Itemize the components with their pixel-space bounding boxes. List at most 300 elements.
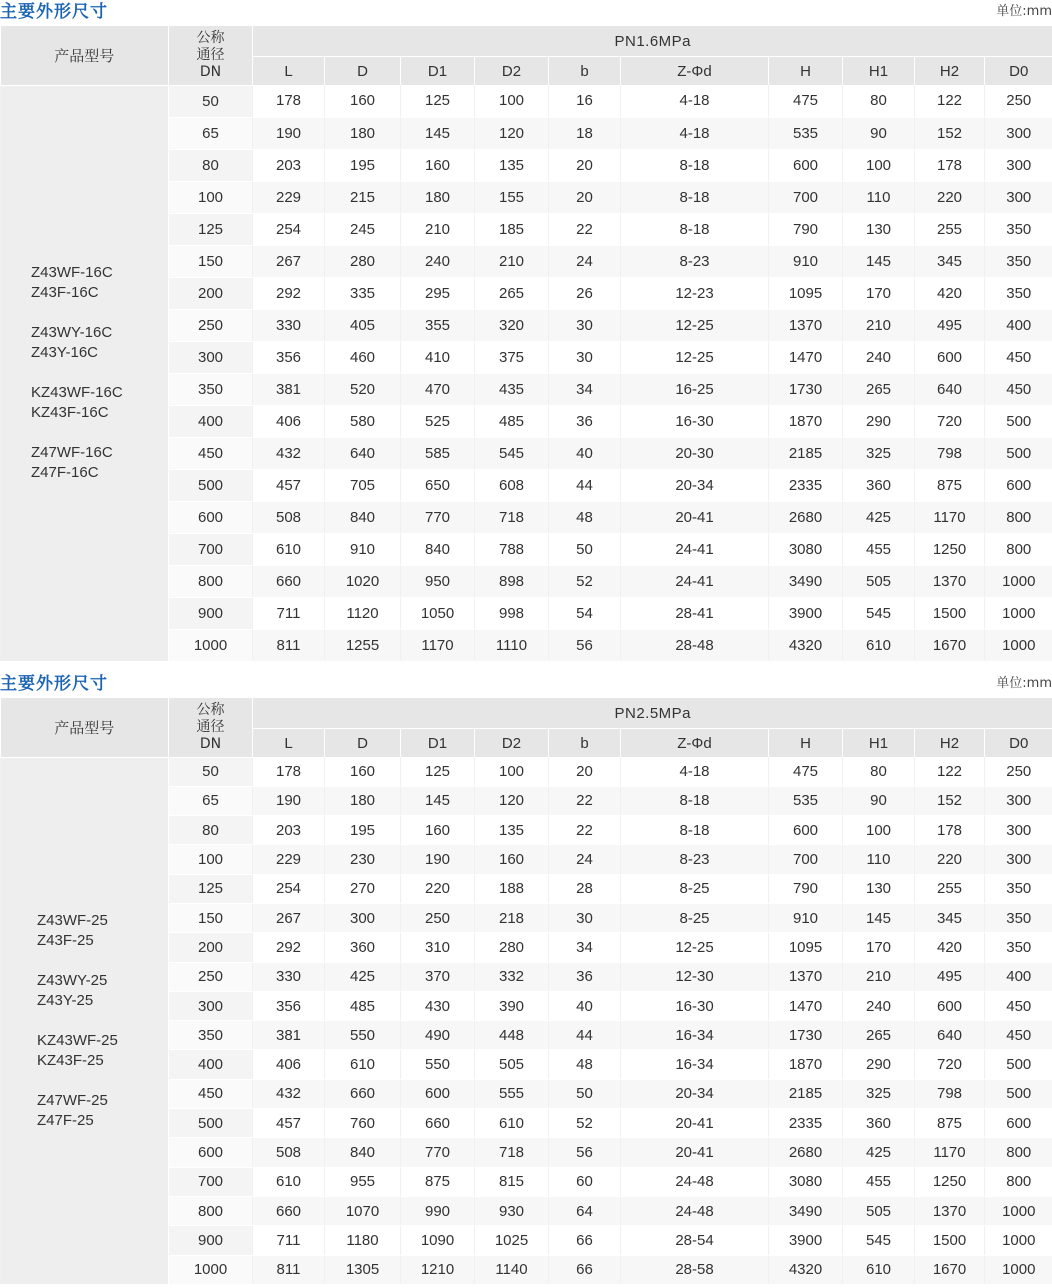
value-cell: 20-41 [621,1138,769,1167]
value-cell: 290 [843,1050,915,1079]
value-cell: 24-41 [621,533,769,565]
model-name: KZ43WF-16C [31,384,123,401]
dn-cell: 50 [169,85,253,117]
value-cell: 600 [915,991,985,1020]
value-cell: 2680 [769,1138,843,1167]
value-cell: 381 [253,1021,325,1050]
value-cell: 400 [985,962,1052,991]
value-cell: 800 [985,501,1052,533]
value-cell: 56 [549,629,621,661]
dn-cell: 400 [169,405,253,437]
value-cell: 350 [985,277,1052,309]
value-cell: 34 [549,933,621,962]
column-header: D2 [475,729,549,758]
value-cell: 195 [325,149,401,181]
dimension-table [0,698,1052,1285]
model-group [31,263,168,303]
value-cell: 170 [843,933,915,962]
value-cell: 450 [985,1021,1052,1050]
value-cell: 135 [475,149,549,181]
table-body [1,757,1052,1284]
value-cell: 508 [253,501,325,533]
value-cell: 1120 [325,597,401,629]
value-cell: 300 [985,816,1052,845]
value-cell: 840 [401,533,475,565]
value-cell: 36 [549,962,621,991]
value-cell: 1095 [769,933,843,962]
pressure-header: PN1.6MPa [253,26,1052,57]
value-cell: 300 [985,786,1052,815]
value-cell: 345 [915,245,985,277]
value-cell: 145 [401,786,475,815]
value-cell: 910 [325,533,401,565]
value-cell: 310 [401,933,475,962]
value-cell: 8-18 [621,786,769,815]
value-cell: 1000 [985,565,1052,597]
value-cell: 1730 [769,1021,843,1050]
value-cell: 610 [253,533,325,565]
value-cell: 460 [325,341,401,373]
value-cell: 580 [325,405,401,437]
value-cell: 1000 [985,1196,1052,1225]
dn-cell: 700 [169,533,253,565]
column-header: D1 [401,57,475,86]
dn-cell: 500 [169,1109,253,1138]
value-cell: 640 [325,437,401,469]
section-title: 主要外形尺寸 [0,674,108,694]
value-cell: 28-41 [621,597,769,629]
value-cell: 840 [325,1138,401,1167]
value-cell: 218 [475,903,549,932]
column-header: D1 [401,729,475,758]
value-cell: 16 [549,85,621,117]
value-cell: 495 [915,309,985,341]
value-cell: 125 [401,85,475,117]
value-cell: 300 [985,845,1052,874]
dn-cell: 150 [169,245,253,277]
column-header: b [549,729,621,758]
value-cell: 1000 [985,597,1052,629]
value-cell: 44 [549,1021,621,1050]
value-cell: 24-48 [621,1196,769,1225]
value-cell: 1170 [915,1138,985,1167]
value-cell: 16-25 [621,373,769,405]
value-cell: 12-23 [621,277,769,309]
value-cell: 545 [475,437,549,469]
value-cell: 435 [475,373,549,405]
dn-header-line: DN [199,735,222,752]
value-cell: 240 [843,341,915,373]
value-cell: 122 [915,757,985,786]
value-cell: 360 [325,933,401,962]
value-cell: 555 [475,1079,549,1108]
value-cell: 16-34 [621,1050,769,1079]
dimension-section-pn25 [0,672,1052,1285]
value-cell: 64 [549,1196,621,1225]
value-cell: 760 [325,1109,401,1138]
value-cell: 48 [549,1050,621,1079]
section-title: 主要外形尺寸 [0,2,108,22]
value-cell: 770 [401,1138,475,1167]
value-cell: 470 [401,373,475,405]
dn-cell: 500 [169,469,253,501]
unit-label: 单位:mm [996,676,1052,691]
value-cell: 390 [475,991,549,1020]
value-cell: 120 [475,117,549,149]
value-cell: 430 [401,991,475,1020]
column-header: H [769,57,843,86]
value-cell: 30 [549,341,621,373]
value-cell: 16-34 [621,1021,769,1050]
model-group [31,323,168,363]
column-header: Z-Φd [621,57,769,86]
value-cell: 608 [475,469,549,501]
value-cell: 1110 [475,629,549,661]
value-cell: 22 [549,786,621,815]
value-cell: 1370 [915,1196,985,1225]
value-cell: 185 [475,213,549,245]
value-cell: 800 [985,533,1052,565]
value-cell: 8-25 [621,874,769,903]
value-cell: 455 [843,1167,915,1196]
model-group [31,383,168,423]
value-cell: 190 [253,786,325,815]
value-cell: 320 [475,309,549,341]
section-header [0,672,1052,698]
model-name: Z47WF-25 [37,1091,108,1109]
value-cell: 355 [401,309,475,341]
dn-cell: 600 [169,501,253,533]
value-cell: 330 [253,309,325,341]
value-cell: 448 [475,1021,549,1050]
value-cell: 450 [985,373,1052,405]
value-cell: 610 [843,1255,915,1284]
value-cell: 1000 [985,1255,1052,1284]
value-cell: 1370 [769,309,843,341]
value-cell: 220 [915,845,985,874]
model-name: Z47F-25 [37,1111,94,1129]
value-cell: 4320 [769,1255,843,1284]
model-group [37,1091,168,1131]
value-cell: 20 [549,181,621,213]
dn-cell: 350 [169,373,253,405]
value-cell: 60 [549,1167,621,1196]
dn-header-line: 公称 [196,701,225,718]
value-cell: 1870 [769,1050,843,1079]
value-cell: 80 [843,85,915,117]
value-cell: 160 [325,757,401,786]
value-cell: 20 [549,757,621,786]
value-cell: 500 [985,437,1052,469]
value-cell: 180 [325,786,401,815]
value-cell: 20-34 [621,469,769,501]
value-cell: 130 [843,213,915,245]
value-cell: 3080 [769,1167,843,1196]
value-cell: 229 [253,181,325,213]
value-cell: 610 [475,1109,549,1138]
value-cell: 48 [549,501,621,533]
value-cell: 325 [843,437,915,469]
value-cell: 4-18 [621,117,769,149]
value-cell: 788 [475,533,549,565]
model-name: KZ43F-25 [37,1051,104,1069]
value-cell: 270 [325,874,401,903]
dn-cell: 1000 [169,629,253,661]
value-cell: 640 [915,373,985,405]
value-cell: 485 [325,991,401,1020]
value-cell: 705 [325,469,401,501]
value-cell: 12-25 [621,309,769,341]
column-header: H2 [915,57,985,86]
dn-cell: 65 [169,786,253,815]
value-cell: 660 [253,565,325,597]
value-cell: 400 [985,309,1052,341]
value-cell: 1250 [915,533,985,565]
value-cell: 178 [915,149,985,181]
value-cell: 300 [985,117,1052,149]
dn-cell: 900 [169,597,253,629]
value-cell: 34 [549,373,621,405]
value-cell: 250 [401,903,475,932]
value-cell: 1170 [401,629,475,661]
value-cell: 811 [253,1255,325,1284]
value-cell: 1470 [769,341,843,373]
value-cell: 1020 [325,565,401,597]
dn-header [169,698,253,757]
value-cell: 770 [401,501,475,533]
value-cell: 485 [475,405,549,437]
dn-cell: 150 [169,903,253,932]
value-cell: 18 [549,117,621,149]
value-cell: 110 [843,845,915,874]
value-cell: 100 [843,816,915,845]
value-cell: 1210 [401,1255,475,1284]
value-cell: 811 [253,629,325,661]
value-cell: 800 [985,1138,1052,1167]
value-cell: 1670 [915,1255,985,1284]
dn-header-line: 通径 [196,718,225,735]
dn-cell: 300 [169,341,253,373]
model-group [37,1031,168,1071]
value-cell: 420 [915,933,985,962]
value-cell: 3080 [769,533,843,565]
value-cell: 52 [549,565,621,597]
model-name: KZ43F-16C [31,404,109,421]
model-name: Z47F-16C [31,464,99,481]
model-name: Z43F-25 [37,931,94,949]
model-name: Z43F-16C [31,284,99,301]
value-cell: 332 [475,962,549,991]
value-cell: 720 [915,1050,985,1079]
dn-cell: 350 [169,1021,253,1050]
value-cell: 425 [325,962,401,991]
value-cell: 425 [843,501,915,533]
value-cell: 160 [401,816,475,845]
value-cell: 265 [843,373,915,405]
value-cell: 500 [985,1050,1052,1079]
value-cell: 210 [843,962,915,991]
value-cell: 122 [915,85,985,117]
value-cell: 718 [475,1138,549,1167]
value-cell: 24-41 [621,565,769,597]
dn-cell: 450 [169,437,253,469]
model-group [37,971,168,1011]
value-cell: 178 [915,816,985,845]
column-header: H [769,729,843,758]
value-cell: 545 [843,597,915,629]
value-cell: 457 [253,1109,325,1138]
value-cell: 660 [401,1109,475,1138]
value-cell: 2185 [769,1079,843,1108]
value-cell: 255 [915,874,985,903]
value-cell: 160 [325,85,401,117]
dn-cell: 250 [169,962,253,991]
value-cell: 250 [985,85,1052,117]
table-row [1,85,1052,117]
value-cell: 90 [843,786,915,815]
value-cell: 550 [401,1050,475,1079]
value-cell: 711 [253,597,325,629]
value-cell: 195 [325,816,401,845]
dn-cell: 65 [169,117,253,149]
value-cell: 875 [915,469,985,501]
dn-cell: 450 [169,1079,253,1108]
value-cell: 800 [985,1167,1052,1196]
value-cell: 8-25 [621,903,769,932]
dn-cell: 600 [169,1138,253,1167]
dn-cell: 80 [169,816,253,845]
value-cell: 12-30 [621,962,769,991]
value-cell: 178 [253,757,325,786]
value-cell: 280 [475,933,549,962]
value-cell: 475 [769,757,843,786]
value-cell: 12-25 [621,933,769,962]
model-group [31,443,168,483]
value-cell: 28-58 [621,1255,769,1284]
value-cell: 495 [915,962,985,991]
value-cell: 52 [549,1109,621,1138]
value-cell: 4-18 [621,85,769,117]
value-cell: 360 [843,469,915,501]
value-cell: 350 [985,874,1052,903]
value-cell: 254 [253,874,325,903]
value-cell: 4-18 [621,757,769,786]
value-cell: 1170 [915,501,985,533]
value-cell: 711 [253,1226,325,1255]
value-cell: 8-18 [621,149,769,181]
value-cell: 345 [915,903,985,932]
dn-cell: 200 [169,277,253,309]
value-cell: 875 [401,1167,475,1196]
value-cell: 100 [843,149,915,181]
value-cell: 875 [915,1109,985,1138]
value-cell: 1370 [915,565,985,597]
value-cell: 2680 [769,501,843,533]
pressure-header: PN2.5MPa [253,698,1052,729]
value-cell: 930 [475,1196,549,1225]
dn-cell: 80 [169,149,253,181]
dimension-table [0,26,1052,662]
value-cell: 240 [401,245,475,277]
value-cell: 8-18 [621,181,769,213]
value-cell: 3900 [769,1226,843,1255]
value-cell: 20-41 [621,1109,769,1138]
column-header: D2 [475,57,549,86]
column-header: L [253,729,325,758]
table-row [1,757,1052,786]
value-cell: 1095 [769,277,843,309]
value-cell: 425 [843,1138,915,1167]
value-cell: 50 [549,533,621,565]
value-cell: 66 [549,1226,621,1255]
value-cell: 535 [769,786,843,815]
value-cell: 420 [915,277,985,309]
value-cell: 180 [325,117,401,149]
value-cell: 898 [475,565,549,597]
value-cell: 790 [769,874,843,903]
model-name: Z47WF-16C [31,444,113,461]
value-cell: 455 [843,533,915,565]
value-cell: 1730 [769,373,843,405]
dn-header [169,26,253,85]
value-cell: 600 [769,149,843,181]
model-name: KZ43WF-25 [37,1031,118,1049]
value-cell: 145 [843,903,915,932]
value-cell: 56 [549,1138,621,1167]
value-cell: 720 [915,405,985,437]
value-cell: 8-23 [621,245,769,277]
value-cell: 535 [769,117,843,149]
value-cell: 135 [475,816,549,845]
value-cell: 505 [843,565,915,597]
value-cell: 370 [401,962,475,991]
model-list-cell [1,85,169,661]
value-cell: 229 [253,845,325,874]
column-header: L [253,57,325,86]
value-cell: 1025 [475,1226,549,1255]
value-cell: 500 [985,1079,1052,1108]
value-cell: 475 [769,85,843,117]
value-cell: 798 [915,437,985,469]
value-cell: 20-41 [621,501,769,533]
value-cell: 545 [843,1226,915,1255]
value-cell: 350 [985,213,1052,245]
value-cell: 660 [325,1079,401,1108]
model-name: Z43WY-16C [31,324,113,341]
value-cell: 255 [915,213,985,245]
value-cell: 220 [915,181,985,213]
value-cell: 3490 [769,1196,843,1225]
model-name: Z43WY-25 [37,971,108,989]
value-cell: 406 [253,405,325,437]
value-cell: 295 [401,277,475,309]
value-cell: 155 [475,181,549,213]
value-cell: 178 [253,85,325,117]
value-cell: 1305 [325,1255,401,1284]
model-header: 产品型号 [1,26,169,85]
value-cell: 910 [769,903,843,932]
dn-cell: 100 [169,845,253,874]
value-cell: 40 [549,991,621,1020]
value-cell: 160 [475,845,549,874]
column-header: b [549,57,621,86]
value-cell: 450 [985,991,1052,1020]
value-cell: 100 [475,757,549,786]
value-cell: 350 [985,245,1052,277]
model-name: Z43WF-16C [31,264,113,281]
value-cell: 54 [549,597,621,629]
value-cell: 4320 [769,629,843,661]
